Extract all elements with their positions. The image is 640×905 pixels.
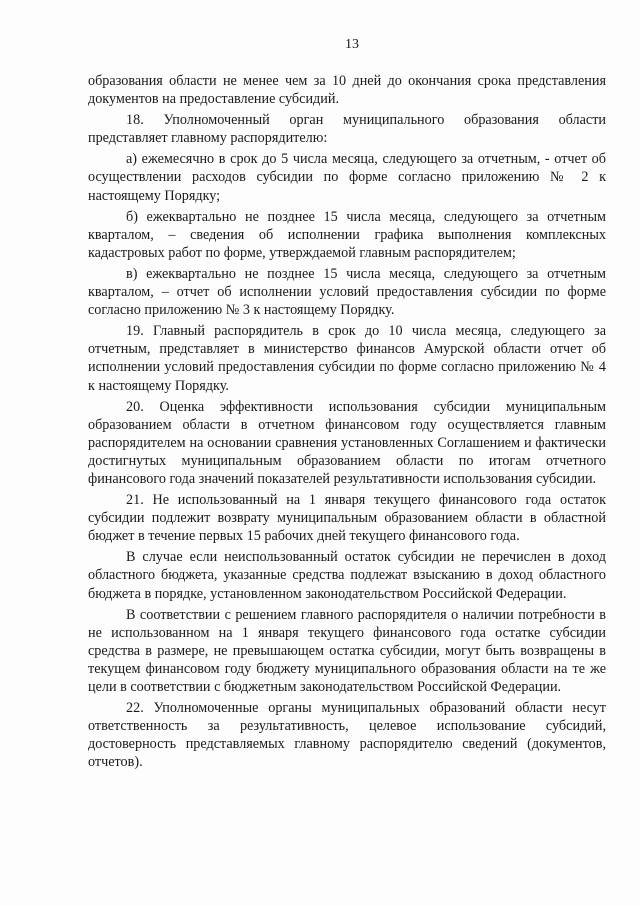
paragraph-18-b: б) ежеквартально не позднее 15 числа месяца, следующего за отчетным кварталом, – сведения об исполнении графика выполнения комплексных кадастровых работ по форме, утверждаемой главным распорядителем;	[88, 208, 606, 261]
paragraph-21-recovery: В случае если неиспользованный остаток субсидии не перечислен в доход областного бюджета, указанные средства подлежат взысканию в доход областного бюджета в порядке, установленном законодательством Российской Федерации.	[88, 549, 606, 602]
paragraph-continuation: образования области не менее чем за 10 дней до окончания срока представления документов на предоставление субсидий.	[88, 73, 606, 108]
paragraph-18-a: а) ежемесячно в срок до 5 числа месяца, следующего за отчетным, - отчет об осуществлении расходов субсидии по форме согласно приложению № 2 к настоящему Порядку;	[88, 151, 606, 204]
paragraph-20: 20. Оценка эффективности использования субсидии муниципальным образованием области в отчетном финансовом году осуществляется главным распорядителем на основании сравнения установленных Соглашением и фактически достигнутых муниципальным образованием области по итогам отчетного финансового года значений показателей результативности использования субсидии.	[88, 398, 606, 487]
paragraph-18-v: в) ежеквартально не позднее 15 числа месяца, следующего за отчетным кварталом, – отчет об исполнении условий предоставления субсидии по форме согласно приложению № 3 к настоящему Порядку.	[88, 265, 606, 319]
paragraph-21-return: В соответствии с решением главного распорядителя о наличии потребности в не использованном на 1 января текущего финансового года остатке субсидии средства в размере, не превышающем остатка субсидии, могут быть возвращены в текущем финансовом году бюджету муниципального образования области на те же цели в соответствии с бюджетным законодательством Российской Федерации.	[88, 606, 606, 695]
paragraph-18: 18. Уполномоченный орган муниципального образования области представляет главному распорядителю:	[88, 112, 606, 147]
paragraph-21: 21. Не использованный на 1 января текущего финансового года остаток субсидии подлежит возврату муниципальным образованием области в областной бюджет в течение первых 15 рабочих дней текущего финансового года.	[88, 492, 606, 545]
page-number: 13	[345, 37, 359, 52]
paragraph-19: 19. Главный распорядитель в срок до 10 числа месяца, следующего за отчетным, представляет в министерство финансов Амурской области отчет об исполнении условий предоставления субсидии по форме согласно приложению № 4 к настоящему Порядку.	[88, 323, 606, 394]
paragraph-22: 22. Уполномоченные органы муниципальных образований области несут ответственность за результативность, целевое использование субсидий, достоверность представляемых главному распорядителю сведений (документов, отчетов).	[88, 700, 606, 771]
